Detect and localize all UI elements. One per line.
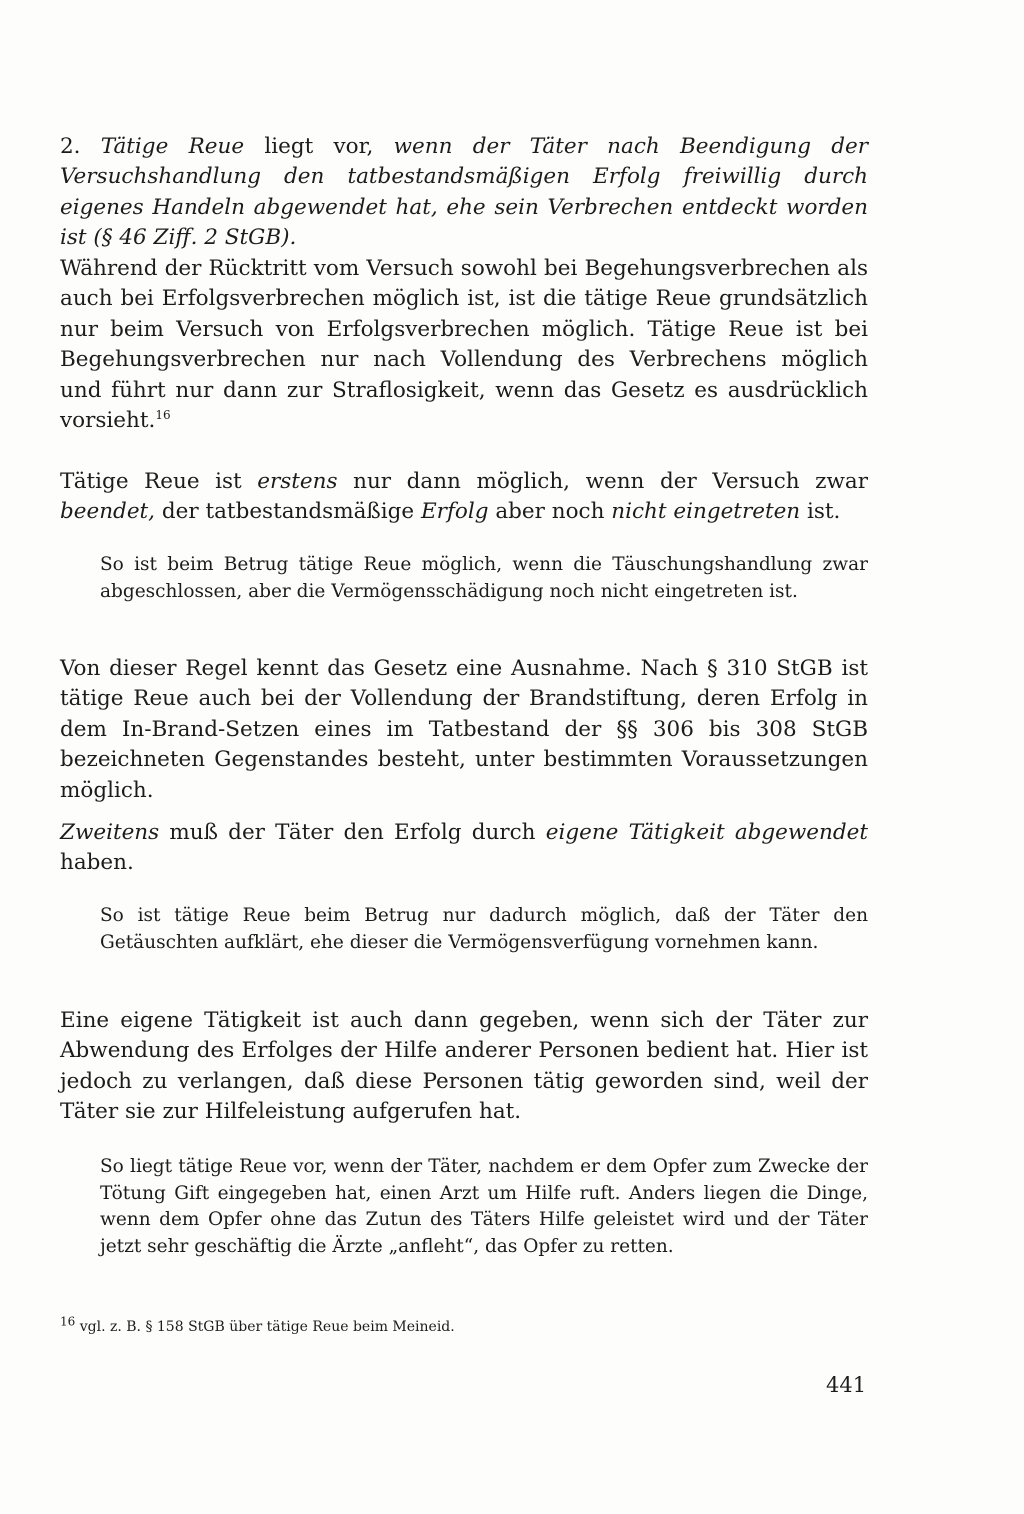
footnote-text: vgl. z. B. § 158 StGB über tätige Reue beim Meineid. [79,1319,455,1335]
footnote [60,1314,860,1336]
footnote-number: 16 [60,1314,76,1329]
paragraph-definition: 2. Tätige Reue liegt vor, wenn der Täter nach Beendigung der Versuchshandlung den tatbestandsmäßigen Erfolg freiwillig durch eigenes Handeln abgewendet hat, ehe sein Verbrechen entdeckt worden ist (§ 46 Ziff. 2 StGB). [60,134,868,251]
paragraph-zweitens: Zweitens muß der Täter den Erfolg durch eigene Tätigkeit abgewendet haben. [60,820,868,876]
term-taetige-reue: Tätige Reue [100,134,245,159]
page-number: 441 [826,1373,867,1397]
paragraph-ausnahme: Von dieser Regel kennt das Gesetz eine Ausnahme. Nach § 310 StGB ist tätige Reue auch bei der Vollendung der Brandstiftung, deren Erfolg in dem In-Brand-Setzen eines im Tatbestand der §§ 306 bis 308 StGB bezeichneten Gegenstandes besteht, unter bestimmten Voraussetzungen möglich. [60,656,868,803]
paragraph-eigene-taetigkeit: Eine eigene Tätigkeit ist auch dann gegeben, wenn sich der Täter zur Abwendung des Erfolges der Hilfe anderer Personen bedient hat. Hier ist jedoch zu verlangen, daß diese Personen tätig geworden sind, weil der Täter sie zur Hilfeleistung aufgerufen hat. [60,1008,868,1125]
footnote-reference: 16 [155,407,171,422]
item-number: 2. [60,134,81,159]
paragraph-erstens: Tätige Reue ist erstens nur dann möglich, wenn der Versuch zwar beendet, der tatbestandsmäßige Erfolg aber noch nicht eingetreten ist. [60,469,868,525]
example-gift: So liegt tätige Reue vor, wenn der Täter, nachdem er dem Opfer zum Zwecke der Tötung Gift eingegeben hat, einen Arzt um Hilfe ruft. Anders liegen die Dinge, wenn dem Opfer ohne das Zutun des Täters Hilfe geleistet wird und der Täter jetzt sehr geschäftig die Ärzte „anfleht“, das Opfer zu retten. [100,1156,868,1257]
example-betrug-2: So ist tätige Reue beim Betrug nur dadurch möglich, daß der Täter den Getäuschten aufklärt, ehe dieser die Vermögensverfügung vornehmen kann. [100,905,868,953]
paragraph-ruecktritt: Während der Rücktritt vom Versuch sowohl bei Begehungsverbrechen als auch bei Erfolgsverbrechen möglich ist, ist die tätige Reue grundsätzlich nur beim Versuch von Erfolgsverbrechen möglich. Tätige Reue ist bei Begehungsverbrechen nur nach Vollendung des Verbrechens möglich und führt nur dann zur Straflosigkeit, wenn das Gesetz es ausdrücklich vorsieht.$^{16}$ [60,256,868,434]
example-betrug-1: So ist beim Betrug tätige Reue möglich, wenn die Täuschungshandlung zwar abgeschlossen, aber die Vermögensschädigung noch nicht eingetreten ist. [100,554,868,602]
definition-text: wenn der Täter nach Beendigung der Versuchshandlung den tatbestandsmäßigen Erfolg freiwillig durch eigenes Handeln abgewendet hat, ehe sein Verbrechen entdeckt worden ist (§ 46 Ziff. 2 StGB). [60,134,868,251]
